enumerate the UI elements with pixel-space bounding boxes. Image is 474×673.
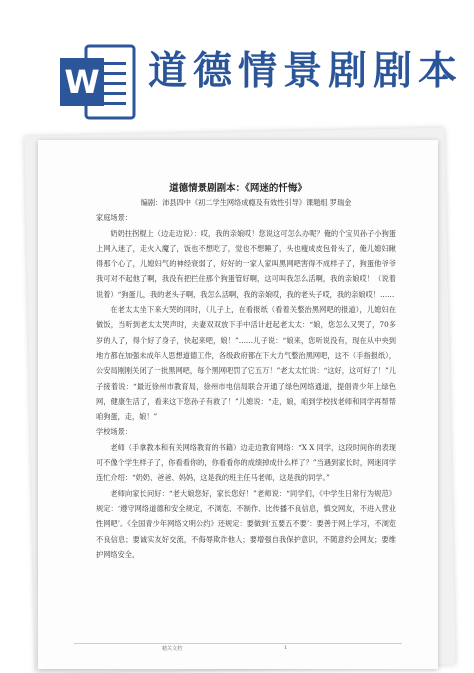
scene-heading-school: 学校场景： <box>96 427 132 437</box>
page-footer <box>38 643 438 655</box>
page-number: 1 <box>284 645 288 651</box>
footer-label: 精关文档 <box>162 646 183 652</box>
paragraph: 奶奶拄拐棍上（边走边说）：哎，我的亲娘哎！您说这可怎么办呢？俺的个宝贝孙子小狗蛋上网入迷了，走火入魔了，饭也不想吃了，觉也不想睡了，头也瘦成皮包骨头了，俺儿媳妇瞅得那个心了，儿媳妇气的神经衰弱了，好好的一家人家叫黑网吧害得不成样子了，狗蛋他爷爷我可对不起他了啊，我没有把拦住那个狗蛋管好啊，这可叫我怎么活啊，我的亲娘哎！（说着说着）“狗蛋儿，我的老头子啊，我怎么活啊，我的亲娘哎，我的老头子哎，我的亲娘哎！…… <box>96 228 396 299</box>
word-document-icon <box>56 40 140 124</box>
word-logo-letter: W <box>64 63 100 101</box>
document-title: 道德情景剧剧本：《网迷的忏悔》 <box>169 183 307 194</box>
author-line: 编剧：沛县四中《初二学生网络成瘾及有效性引导》课题组 罗瑞金 <box>140 198 352 207</box>
paragraph: 在老太太坐下来大哭的同时，（儿子上，在看报纸（看着关整治黑网吧的报道），儿媳妇在做饭，当听到老太太哭声时，夫妻双双放下手中活计赶起老太太：“娘，您怎么又哭了，70多岁的人了，得个好了身子，快起来吧，娘！”……儿子说：“娘来，您听说没有，现在从中央到地方都在加强未成年人思想道德工作，各级政府都在下大力气整治黑网吧，这不（手指报纸），公安局刚刚关闭了一批黑网吧，每个黑网吧罚了它五万！”老太太忙说：“这好，这可好了！”儿子接着说：“最近徐州市教育局，徐州市电信局联合开通了绿色网络通道，提倡青少年上绿色网，健康生活了，看来这下您孙子有救了！”儿媳说：“走，娘，咱到学校找老师和同学再帮帮咱狗蛋，走，娘！” <box>96 305 396 422</box>
document-body <box>96 195 396 562</box>
banner-title: 道德情景剧剧本 <box>148 49 464 94</box>
scene-heading-home: 家庭场景： <box>96 213 132 223</box>
footer-divider <box>74 643 402 644</box>
document-page <box>38 140 438 669</box>
paragraph: 老师向家长问好：“老大娘您好，家长您好！”老师说：“同学们，《中学生日常行为规范》规定：‘遵守网络道德和安全规定，不浏览、不制作、比传播不良信息，慎交网友，不进入营业性网吧’。《全国青少年网络文明公约》还规定：要做到‘五要五不要’：要善于网上学习，不浏览不良信息；要诚实友好交流，不侮辱欺诈他人；要增强自我保护意识，不随意约会网友；要维护网络安全， <box>96 488 396 559</box>
paragraph: 老师（手拿教本和有关网络教育的书籍）边走边教育网络：“X X 同学，这段时间你的表现可不像个学生样子了，你看看你的，你看看你的成绩掉成什么样了？”当遇到家长时，网迷同学连忙介绍：“奶奶、爸爸、妈妈，这是我的班主任马老师，这是我的同学。” <box>96 442 396 483</box>
banner <box>0 0 474 140</box>
